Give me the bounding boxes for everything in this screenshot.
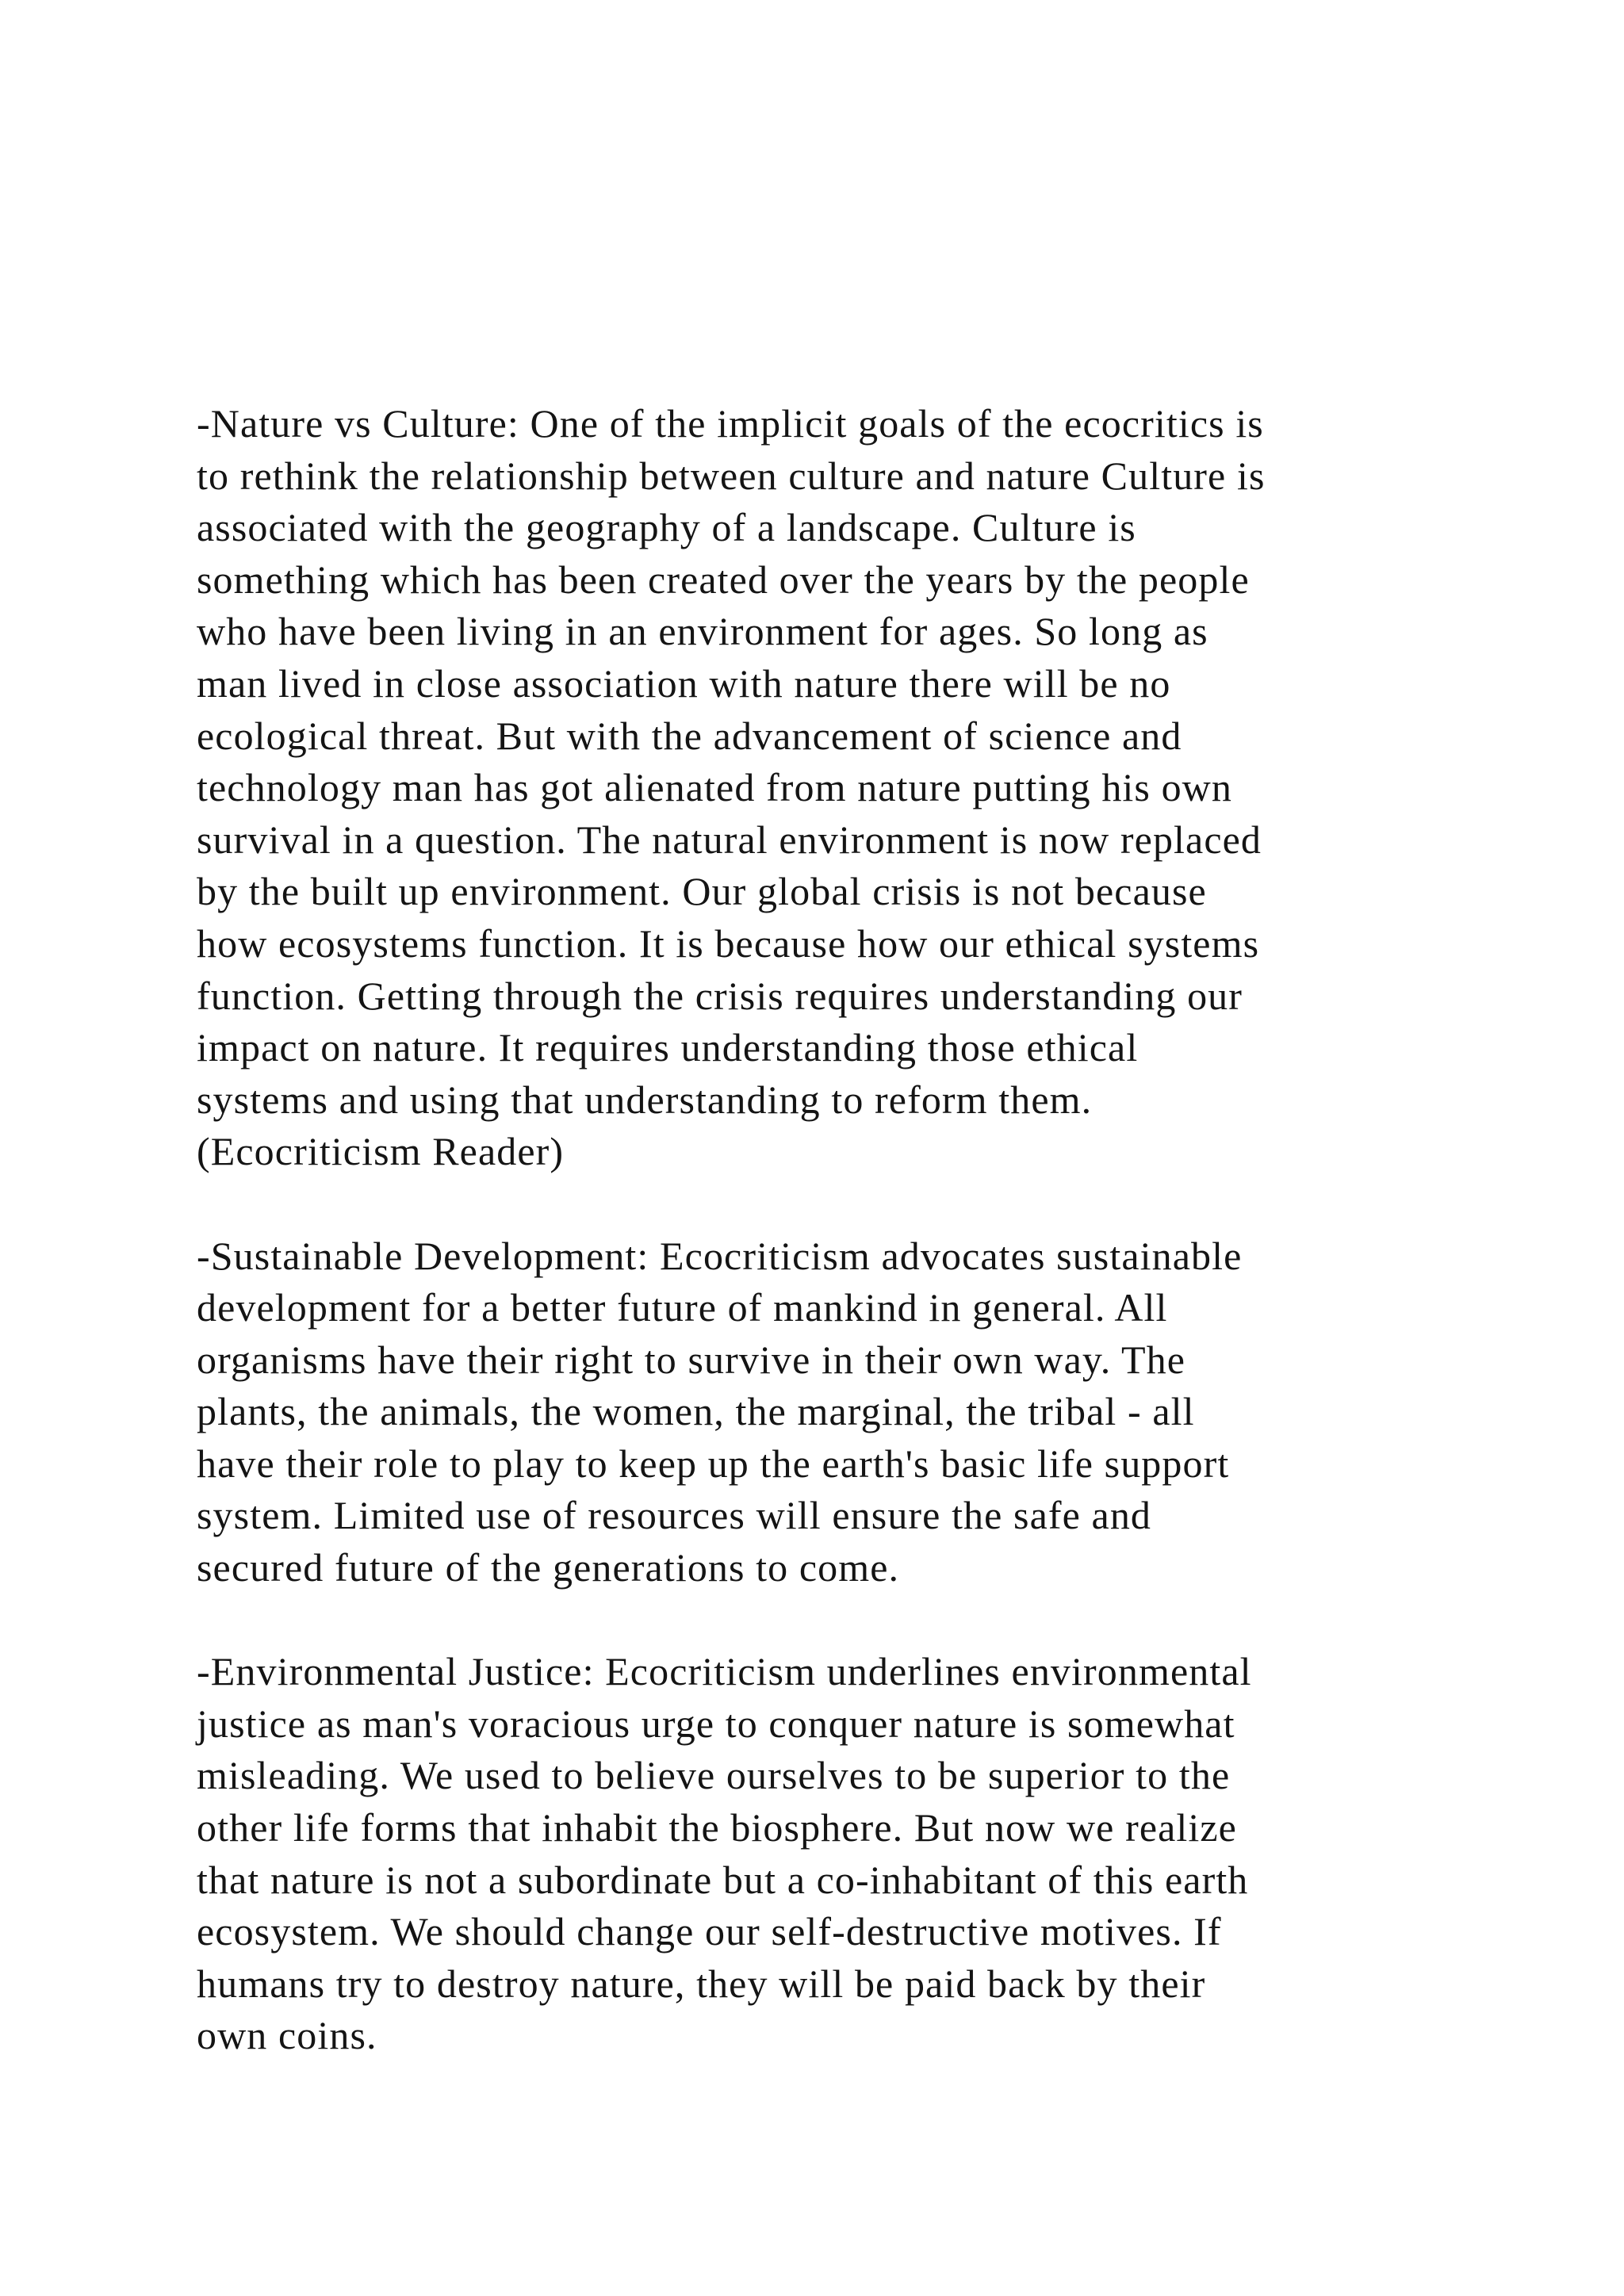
document-body xyxy=(197,398,1529,2114)
text-line: how ecosystems function. It is because how our ethical systems xyxy=(197,920,1260,966)
text-line: misleading. We used to believe ourselves to be superior to the xyxy=(197,1753,1231,1798)
text-line: technology man has got alienated from nature putting his own xyxy=(197,765,1232,810)
paragraph-sustainable-development xyxy=(197,1230,1529,1594)
text-line: -Sustainable Development: Ecocriticism advocates sustainable xyxy=(197,1233,1243,1278)
text-line: -Environmental Justice: Ecocriticism underlines environmental xyxy=(197,1649,1252,1694)
text-line: organisms have their right to survive in their own way. The xyxy=(197,1337,1186,1382)
text-line: impact on nature. It requires understanding those ethical xyxy=(197,1025,1139,1070)
text-line: secured future of the generations to come. xyxy=(197,1545,900,1590)
text-line: ecosystem. We should change our self-destructive motives. If xyxy=(197,1909,1222,1954)
text-line: something which has been created over the years by the people xyxy=(197,557,1250,602)
text-line: (Ecocriticism Reader) xyxy=(197,1129,565,1174)
text-line: survival in a question. The natural environment is now replaced xyxy=(197,817,1262,862)
text-line: own coins. xyxy=(197,2013,377,2058)
text-line: have their role to play to keep up the earth's basic life support xyxy=(197,1441,1230,1486)
paragraph-nature-vs-culture xyxy=(197,398,1529,1178)
text-line: system. Limited use of resources will ensure the safe and xyxy=(197,1493,1152,1538)
text-line: that nature is not a subordinate but a co-inhabitant of this earth xyxy=(197,1857,1249,1902)
text-line: humans try to destroy nature, they will be paid back by their xyxy=(197,1961,1206,2006)
text-line: who have been living in an environment for ages. So long as xyxy=(197,609,1208,654)
text-line: associated with the geography of a landscape. Culture is xyxy=(197,505,1136,550)
text-line: justice as man's voracious urge to conquer nature is somewhat xyxy=(197,1701,1235,1746)
text-line: by the built up environment. Our global crisis is not because xyxy=(197,869,1207,914)
text-line: function. Getting through the crisis requires understanding our xyxy=(197,973,1243,1018)
text-line: -Nature vs Culture: One of the implicit goals of the ecocritics is xyxy=(197,401,1264,446)
text-line: man lived in close association with nature there will be no xyxy=(197,660,1171,706)
text-line: ecological threat. But with the advancement of science and xyxy=(197,713,1182,758)
paragraph-environmental-justice xyxy=(197,1646,1529,2062)
text-line: plants, the animals, the women, the marginal, the tribal - all xyxy=(197,1389,1195,1434)
text-line: other life forms that inhabit the biosphere. But now we realize xyxy=(197,1805,1237,1850)
text-line: systems and using that understanding to reform them. xyxy=(197,1077,1093,1122)
text-line: to rethink the relationship between culture and nature Culture is xyxy=(197,453,1266,498)
text-line: development for a better future of mankind in general. All xyxy=(197,1285,1168,1330)
